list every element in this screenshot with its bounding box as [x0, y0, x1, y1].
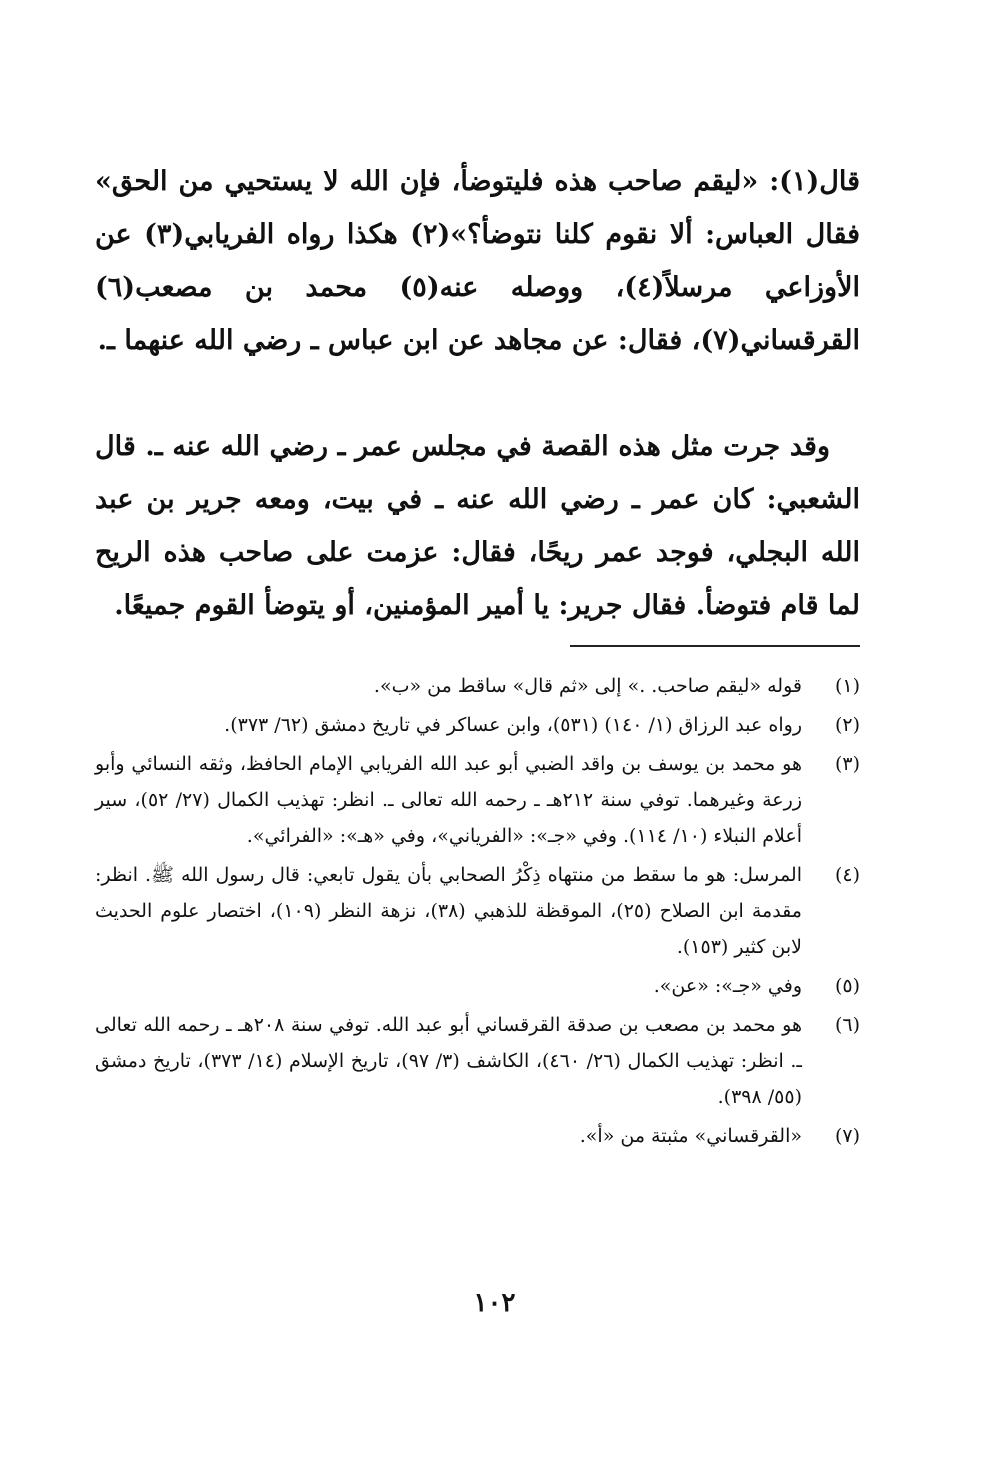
main-paragraph-2: وقد جرت مثل هذه القصة في مجلس عمر ـ رضي الله عنه ـ. قال الشعبي: كان عمر ـ رضي الله عنه ـ في بيت، ومعه جرير بن عبد الله البجلي، فوجد عمر ريحًا، فقال: عزمت على صاحب هذه الريح لما قام فتوضأ. فقال جرير: يا أمير المؤمنين، أو يتوضأ القوم جميعًا.: [95, 431, 860, 621]
footnote-text: هو محمد بن مصعب بن صدقة القرقساني أبو عبد الله. توفي سنة ٢٠٨هـ ـ رحمه الله تعالى ـ. انظر: تهذيب الكمال (٢٦/ ٤٦٠)، الكاشف (٣/ ٩٧)، تاريخ الإسلام (١٤/ ٣٧٣)، تاريخ دمشق (٥٥/ ٣٩٨).: [95, 1014, 802, 1108]
footnote-number: (٦): [834, 1014, 860, 1036]
footnote-text: المرسل: هو ما سقط من منتهاه ذِكْرُ الصحابي بأن يقول تابعي: قال رسول الله ﷺ. انظر: مقدمة ابن الصلاح (٢٥)، الموقظة للذهبي (٣٨)، نزهة النظر (١٠٩)، اختصار علوم الحديث لابن كثير (١٥٣).: [95, 864, 802, 958]
footnote-text: رواه عبد الرزاق (١/ ١٤٠) (٥٣١)، وابن عساكر في تاريخ دمشق (٦٢/ ٣٧٣).: [224, 714, 802, 736]
footnote-number: (٤): [834, 864, 860, 886]
footnote-3: [95, 746, 860, 854]
footnote-text: «القرقساني» مثبتة من «أ».: [579, 1125, 802, 1147]
footnote-7: [95, 1118, 860, 1154]
footnote-separator: [570, 645, 860, 647]
main-paragraph-1: قال(١): «ليقم صاحب هذه فليتوضأ، فإن الله لا يستحيي من الحق» فقال العباس: ألا نقوم كلنا نتوضأ؟»(٢) هكذا رواه الفريابي(٣) عن الأوزاعي مرسلاً(٤)، ووصله عنه(٥) محمد بن مصعب(٦) القرقساني(٧)، فقال: عن مجاهد عن ابن عباس ـ رضي الله عنهما ـ.: [95, 166, 861, 356]
page-number: ١٠٢: [473, 1288, 516, 1318]
footnote-number: (٥): [834, 975, 860, 997]
footnote-text: هو محمد بن يوسف بن واقد الضبي أبو عبد الله الفريابي الإمام الحافظ، وثقه النسائي وأبو زرعة وغيرهما. توفي سنة ٢١٢هـ ـ رحمه الله تعالى ـ. انظر: تهذيب الكمال (٢٧/ ٥٢)، سير أعلام النبلاء (١٠/ ١١٤). وفي «جـ»: «الفرياني»، وفي «هـ»: «الفرائي».: [95, 753, 802, 847]
footnote-2: [95, 707, 860, 743]
footnote-4: [95, 857, 860, 965]
footnote-text: قوله «ليقم صاحب. .» إلى «ثم قال» ساقط من «ب».: [373, 675, 802, 697]
footnote-6: [95, 1007, 860, 1115]
footnote-text: وفي «جـ»: «عن».: [653, 975, 802, 997]
footnote-number: (٣): [834, 753, 860, 775]
footnote-number: (٢): [834, 714, 860, 736]
footnote-number: (٧): [834, 1125, 860, 1147]
footnote-5: [95, 968, 860, 1004]
footnote-1: [95, 668, 860, 704]
footnotes-section: [95, 668, 860, 1157]
footnote-number: (١): [834, 675, 860, 697]
